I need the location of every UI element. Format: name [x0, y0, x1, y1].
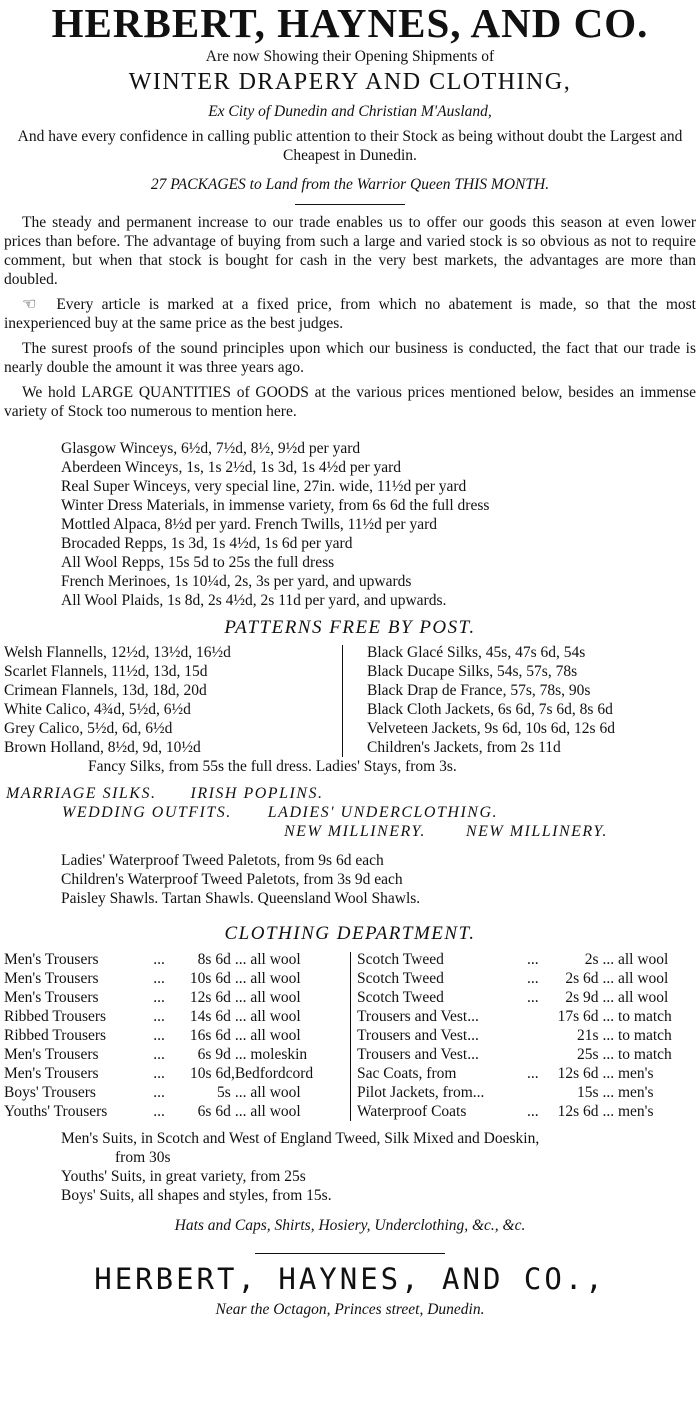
table-cell: 6s 9d: [197, 1046, 231, 1063]
list-item: French Merinoes, 1s 10¼d, 2s, 3s per yard, and upwards: [61, 573, 412, 590]
table-cell: 5s: [217, 1084, 231, 1101]
marriage-silks: MARRIAGE SILKS.: [6, 785, 157, 802]
list-item: Brocaded Repps, 1s 3d, 1s 4½d, 1s 6d per yard: [61, 535, 353, 552]
list-item: Scarlet Flannels, 11½d, 13d, 15d: [4, 663, 208, 680]
advertisement: [0, 1, 700, 1403]
table-cell: ... all wool: [234, 989, 301, 1006]
table-row: [4, 1083, 348, 1102]
list-item: Mottled Alpaca, 8½d per yard. French Twills, 11½d per yard: [61, 516, 437, 533]
table-row: [4, 969, 348, 988]
list-item: Grey Calico, 5½d, 6d, 6½d: [4, 720, 173, 737]
table-cell: 12s 6d: [557, 1065, 599, 1082]
table-cell: [527, 1026, 543, 1045]
table-row: [357, 1064, 695, 1083]
table-cell: Waterproof Coats: [357, 1103, 467, 1120]
patterns-left-column: [4, 643, 342, 757]
table-row: [357, 950, 695, 969]
list-item: Winter Dress Materials, in immense variety, from 6s 6d the full dress: [61, 497, 490, 514]
list-item: Boys' Suits, all shapes and styles, from 15s.: [61, 1187, 332, 1204]
table-cell: ...: [153, 989, 165, 1006]
list-item: Crimean Flannels, 13d, 18d, 20d: [4, 682, 207, 699]
table-row: [4, 1045, 348, 1064]
table-cell: [527, 1045, 543, 1064]
table-cell: Scotch Tweed: [357, 951, 444, 968]
list-item: Black Ducape Silks, 54s, 57s, 78s: [367, 663, 578, 680]
wedding-outfits: WEDDING OUTFITS.: [62, 804, 232, 821]
list-item: Black Glacé Silks, 45s, 47s 6d, 54s: [367, 644, 586, 661]
table-cell: [527, 1083, 543, 1102]
footer-title: HERBERT, HAYNES, AND CO.,: [94, 1262, 606, 1296]
ladies-underclothing: LADIES' UNDERCLOTHING.: [267, 804, 498, 821]
table-cell: ...: [527, 1065, 539, 1082]
table-cell: ... men's: [602, 1103, 654, 1120]
table-cell: Trousers and Vest...: [357, 1027, 479, 1044]
page-title: HERBERT, HAYNES, AND CO.: [51, 0, 649, 46]
table-cell: Trousers and Vest...: [357, 1008, 479, 1025]
list-item: Black Drap de France, 57s, 78s, 90s: [367, 682, 591, 699]
table-cell: ... all wool: [602, 951, 669, 968]
table-row: [4, 1007, 348, 1026]
extras-line: Hats and Caps, Shirts, Hosiery, Underclothing, &c., &c.: [174, 1217, 526, 1234]
table-cell: ...: [153, 951, 165, 968]
table-cell: 14s 6d: [189, 1008, 231, 1025]
table-cell: ... all wool: [234, 951, 301, 968]
table-row: [4, 1064, 348, 1083]
pointing-hand-icon: ☞: [22, 296, 37, 313]
table-cell: ... to match: [602, 1027, 672, 1044]
subtitle: WINTER DRAPERY AND CLOTHING,: [128, 69, 572, 95]
table-cell: Bedfordcord: [234, 1065, 314, 1082]
patterns-heading: PATTERNS FREE BY POST.: [224, 617, 476, 638]
table-cell: ... men's: [602, 1065, 654, 1082]
table-cell: Men's Trousers: [4, 951, 99, 968]
new-millinery-1: NEW MILLINERY.: [284, 823, 426, 840]
table-cell: Sac Coats, from: [357, 1065, 457, 1082]
price-list: [4, 439, 696, 610]
specials-block: [4, 784, 696, 841]
list-item: from 30s: [115, 1149, 171, 1166]
table-cell: ...: [153, 1084, 165, 1101]
table-cell: ... moleskin: [234, 1046, 308, 1063]
table-cell: 17s 6d: [557, 1008, 599, 1025]
list-item: All Wool Repps, 15s 5d to 25s the full dress: [61, 554, 335, 571]
table-row: [357, 1083, 695, 1102]
suits-list: [4, 1129, 696, 1205]
table-cell: 8s 6d: [197, 951, 231, 968]
table-cell: 25s: [576, 1046, 599, 1063]
list-item: Glasgow Winceys, 6½d, 7½d, 8½, 9½d per yard: [61, 440, 361, 457]
table-cell: ...: [527, 951, 539, 968]
irish-poplins: IRISH POPLINS.: [190, 785, 324, 802]
table-cell: ...: [527, 970, 539, 987]
list-item: Aberdeen Winceys, 1s, 1s 2½d, 1s 3d, 1s 4½d per yard: [61, 459, 402, 476]
table-cell: Scotch Tweed: [357, 970, 444, 987]
table-cell: ...: [153, 1027, 165, 1044]
clothing-tables: [4, 950, 696, 1121]
patterns-right-column: [367, 643, 615, 757]
table-cell: Ribbed Trousers: [4, 1027, 107, 1044]
table-row: [4, 1026, 348, 1045]
list-item: Black Cloth Jackets, 6s 6d, 7s 6d, 8s 6d: [367, 701, 613, 718]
table-cell: Youths' Trousers: [4, 1103, 108, 1120]
list-item: Brown Holland, 8½d, 9d, 10½d: [4, 739, 201, 756]
table-cell: 16s 6d: [189, 1027, 231, 1044]
table-cell: Scotch Tweed: [357, 989, 444, 1006]
patterns-columns: [4, 643, 696, 757]
table-cell: ... all wool: [602, 970, 669, 987]
table-cell: ...: [153, 1046, 165, 1063]
paragraph-fixed-price: [4, 295, 696, 333]
table-row: [4, 950, 348, 969]
table-row: [357, 988, 695, 1007]
table-cell: ... all wool: [234, 1008, 301, 1025]
table-cell: 12s 6d: [189, 989, 231, 1006]
table-cell: Boys' Trousers: [4, 1084, 96, 1101]
list-item: White Calico, 4¾d, 5½d, 6½d: [4, 701, 191, 718]
paragraph-trade: The steady and permanent increase to our trade enables us to offer our goods this season at even lower prices than before. The advantage of buying from such a large and varied stock is so obvious as not to require comment, but when that stock is bought for cash in the very best markets, the advantages are more than doubled.: [4, 214, 696, 288]
table-row: [357, 1026, 695, 1045]
table-row: [4, 988, 348, 1007]
table-cell: Men's Trousers: [4, 989, 99, 1006]
table-cell: ... all wool: [234, 1103, 301, 1120]
table-row: [357, 1102, 695, 1121]
list-item: Ladies' Waterproof Tweed Paletots, from 9s 6d each: [61, 852, 384, 869]
fancy-silks-line: Fancy Silks, from 55s the full dress. Ladies' Stays, from 3s.: [88, 758, 457, 775]
table-cell: ... to match: [602, 1046, 672, 1063]
table-cell: 15s: [576, 1084, 599, 1101]
list-item: Children's Jackets, from 2s 11d: [367, 739, 561, 756]
table-cell: Pilot Jackets, from...: [357, 1084, 485, 1101]
divider: [255, 1253, 445, 1254]
table-cell: ... all wool: [602, 989, 669, 1006]
table-cell: Men's Trousers: [4, 1046, 99, 1063]
column-divider: [350, 952, 351, 1121]
confidence-text: And have every confidence in calling public attention to their Stock as being without doubt the Largest and Cheapest in Dunedin.: [17, 128, 683, 164]
table-cell: ... all wool: [234, 1084, 301, 1101]
list-item: Youths' Suits, in great variety, from 25s: [61, 1168, 306, 1185]
list-item: Welsh Flannells, 12½d, 13½d, 16½d: [4, 644, 231, 661]
table-row: [357, 969, 695, 988]
outerwear-list: [4, 851, 696, 908]
intro-line: Are now Showing their Opening Shipments of: [205, 48, 495, 65]
table-cell: ...: [153, 1103, 165, 1120]
table-cell: Men's Trousers: [4, 970, 99, 987]
table-row: [357, 1045, 695, 1064]
table-cell: 10s 6d,: [190, 1065, 235, 1082]
table-cell: 12s 6d: [557, 1103, 599, 1120]
table-cell: Ribbed Trousers: [4, 1008, 107, 1025]
table-cell: 2s 6d: [565, 970, 599, 987]
table-cell: 10s 6d: [189, 970, 231, 987]
new-millinery-2: NEW MILLINERY.: [465, 823, 608, 840]
table-cell: ... all wool: [234, 1027, 301, 1044]
table-cell: ... to match: [602, 1008, 672, 1025]
list-item: Paisley Shawls. Tartan Shawls. Queensland Wool Shawls.: [61, 890, 421, 907]
table-cell: ... all wool: [234, 970, 301, 987]
table-cell: ...: [153, 1008, 165, 1025]
table-cell: 6s 6d: [197, 1103, 231, 1120]
table-cell: 21s: [576, 1027, 599, 1044]
list-item: Men's Suits, in Scotch and West of England Tweed, Silk Mixed and Doeskin,: [61, 1130, 540, 1147]
table-row: [4, 1102, 348, 1121]
ships-line: Ex City of Dunedin and Christian M'Ausland,: [208, 103, 492, 120]
clothing-right-table: [357, 950, 695, 1121]
packages-line: 27 PACKAGES to Land from the Warrior Queen THIS MONTH.: [150, 176, 550, 193]
table-row: [357, 1007, 695, 1026]
footer-address: Near the Octagon, Princes street, Dunedin.: [215, 1301, 485, 1318]
paragraph-proofs: The surest proofs of the sound principles upon which our business is conducted, the fact that our trade is nearly double the amount it was three years ago.: [4, 340, 696, 376]
table-cell: Men's Trousers: [4, 1065, 99, 1082]
table-cell: ...: [527, 1103, 539, 1120]
table-cell: ...: [527, 989, 539, 1006]
table-cell: ... men's: [602, 1084, 654, 1101]
table-cell: ...: [153, 970, 165, 987]
column-divider: [342, 645, 343, 757]
list-item: All Wool Plaids, 1s 8d, 2s 4½d, 2s 11d per yard, and upwards.: [61, 592, 447, 609]
table-cell: Trousers and Vest...: [357, 1046, 479, 1063]
table-cell: [527, 1007, 543, 1026]
paragraph-quantities: We hold LARGE QUANTITIES of GOODS at the various prices mentioned below, besides an immense variety of Stock too numerous to mention here.: [4, 384, 696, 420]
table-cell: ...: [153, 1065, 165, 1082]
table-cell: 2s: [584, 951, 599, 968]
list-item: Velveteen Jackets, 9s 6d, 10s 6d, 12s 6d: [367, 720, 615, 737]
clothing-heading: CLOTHING DEPARTMENT.: [224, 923, 476, 944]
clothing-left-table: [4, 950, 348, 1121]
table-cell: 2s 9d: [565, 989, 599, 1006]
list-item: Children's Waterproof Tweed Paletots, from 3s 9d each: [61, 871, 403, 888]
list-item: Real Super Winceys, very special line, 27in. wide, 11½d per yard: [61, 478, 467, 495]
fixed-price-text: Every article is marked at a fixed price, from which no abatement is made, so that the most inexperienced buy at the same price as the best judges.: [4, 296, 696, 332]
divider: [295, 204, 405, 205]
